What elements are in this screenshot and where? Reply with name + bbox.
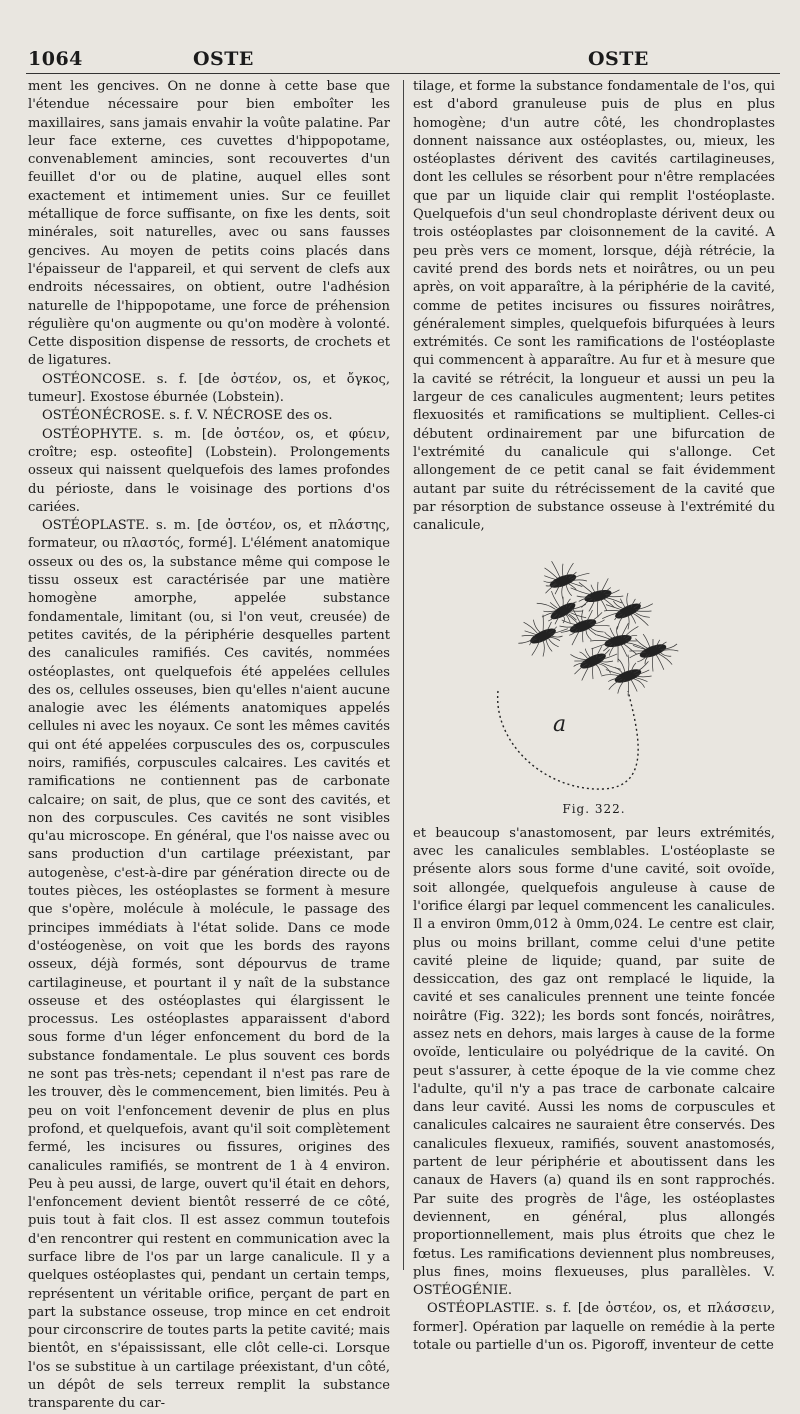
entry-osteoplaste: OSTÉOPLASTE. s. m. [de ὀστέον, os, et πλάστης, formateur, ou πλαστός, formé]. L'élément anatomique osseux ou des os, la substance même qui compose le tissu osseux est caractérisée par une matière homogène amorphe, appelée substance fondamentale, limitant (ou, si l'on veut, creusée) de petites cavités, de la périphérie desquelles partent des canalicules ramifiés. Ces cavités, nommées ostéoplastes, ont quelquefois été appelées cellules des os, cellules osseuses, bien qu'elles n'aient aucune analogie avec les éléments anatomiques appelés cellules ni avec les noyaux. Ce sont les mêmes cavités qui ont été appelées corpuscules des os, corpuscules noirs, ramifiés, corpuscules calcaires. Les cavités et ramifications ne contiennent pas de carbonate calcaire; on sait, de plus, que ce sont des cavités, et non des corpuscules. Ces cavités ne sont visibles qu'au microscope. En général, que l'os naisse avec ou sans production d'un cartilage préexistant, par autogenèse, c'est-à-dire par génération directe ou de toutes pièces, les ostéoplastes se forment à mesure que s'opère, molécule à molécule, le passage des principes immédiats à l'état solide. Dans ce mode d'ostéogenèse, on voit que les bords des rayons osseux, déjà formés, sont dépourvus de trame cartilagineuse, et pourtant il y naît de la substance osseuse et des ostéoplastes qui élargissent le processus. Les ostéoplastes apparaissent d'abord sous forme d'un léger enfoncement du bord de la substance fondamentale. Le plus souvent ces bords ne sont pas très-nets; cependant il n'est pas rare de les trouver, dès le commencement, bien limités. Peu à peu on voit l'enfoncement devenir de plus en plus profond, et quelquefois, avant qu'il soit complètement fermé, les incisures ou fissures, origines des canalicules ramifiés, se montrent de 1 à 4 environ. Peu à peu aussi, de large, ouvert qu'il était en dehors, l'enfoncement devient bientôt resserré de ce côté, puis tout à fait clos. Il est assez commun toutefois d'en rencontrer qui restent en communication avec la surface libre de l'os par un large canalicule. Il y a quelques ostéoplastes qui, pendant un certain temps, représentent un véritable orifice, perçant de part en part la substance osseuse, trop mince en cet endroit pour circonscrire de toutes parts la petite cavité; mais bientôt, en s'épaississant, elle clôt celle-ci. Lorsque l'os se substitue à un cartilage préexistant, d'un côté, un dépôt de sels terreux remplit la substance transparente du car- [28, 518, 390, 1412]
figure-label: a [553, 712, 567, 738]
paragraph-continued: ment les gencives. On ne donne à cette base que l'étendue nécessaire pour bien emboîter les maxillaires, sans jamais envahir la voûte palatine. Par leur face externe, ces cuvettes d'hippopotame, convenablement amincies, sont recouvertes d'un feuillet d'or ou de platine, auquel elles sont exactement et intimement unies. Sur ce feuillet métallique de force suffisante, on fixe les dents, soit minérales, soit naturelles, avec ou sans fausses gencives. Au moyen de petits coins placés dans l'épaisseur de l'appareil, et qui servent de clefs aux endroits nécessaires, on obtient, outre l'adhésion naturelle de l'hippopotame, une force de préhension régulière qu'on augmente ou qu'on modère à volonté. Cette disposition dispense de ressorts, de crochets et de ligatures. [28, 79, 390, 369]
entry-osteoplastie: OSTÉOPLASTIE. s. f. [de ὀστέον, os, et πλάσσειν, former]. Opération par laquelle on remédie à la perte totale ou partielle d'un os. Pigoroff, inventeur de cette [413, 1301, 775, 1354]
column-divider [403, 80, 404, 1270]
right-column [413, 78, 775, 1355]
entry-osteoncose: OSTÉONCOSE. s. f. [de ὀστέον, os, et ὄγκος, tumeur]. Exostose éburnée (Lobstein). [28, 371, 390, 406]
entry-osteonecrose: OSTÉONÉCROSE. s. f. V. NÉCROSE des os. [42, 408, 333, 424]
left-column [28, 78, 390, 1414]
figure-caption: Fig. 322. [562, 802, 626, 817]
paragraph-right-top: tilage, et forme la substance fondamentale de l'os, qui est d'abord granuleuse puis de plus en plus homogène; d'un autre côté, les chondroplastes donnent naissance aux ostéoplastes, ou, mieux, les ostéoplastes dérivent des cavités cartilagineuses, dont les cellules se résorbent pour n'être remplacées que par un liquide clair qui remplit l'ostéoplaste. Quelquefois d'un seul chondroplaste dérivent deux ou trois ostéoplastes par cloisonnement de la cavité. A peu près vers ce moment, lorsque, déjà rétrécie, la cavité prend des bords nets et noirâtres, ou un peu après, on voit apparaître, à la périphérie de la cavité, comme de petites incisures ou fissures noirâtres, généralement simples, quelquefois bifurquées à leurs extrémités. Ce sont les ramifications de l'ostéoplaste qui commencent à apparaître. Au fur et à mesure que la cavité se rétrécit, la longueur et aussi un peu la largeur de ces canalicules augmentent; leurs petites flexuosités et ramifications se multiplient. Celles-ci débutent ordinairement par une bifurcation de l'extrémité du canalicule qui s'allonge. Cet allongement de ce petit canal se fait évidemment autant par suite du rétrécissement de la cavité que par résorption de substance osseuse à l'extrémité du canalicule, [413, 79, 775, 534]
paragraph-right-bottom: et beaucoup s'anastomosent, par leurs extrémités, avec les canalicules semblables. L'ostéoplaste se présente alors sous forme d'une cavité, soit ovoïde, soit allongée, quelquefois anguleuse à cause de l'orifice élargi par lequel commencent les canalicules. Il a environ 0mm,012 à 0mm,024. Le centre est clair, plus ou moins brillant, comme celui d'une petite cavité pleine de liquide; quand, par suite de dessiccation, des gaz ont remplacé le liquide, la cavité et ses canalicules prennent une teinte foncée noirâtre (Fig. 322); les bords sont foncés, noirâtres, assez nets en dehors, mais larges à cause de la forme ovoïde, lenticulaire ou polyédrique de la cavité. On peut s'assurer, à cette époque de la vie comme chez l'adulte, qu'il n'y a pas trace de carbonate calcaire dans leur cavité. Aussi les noms de corpuscules et canalicules calcaires ne sauraient être conservés. Des canalicules flexueux, ramifiés, souvent anastomosés, partent de leur périphérie et aboutissent dans les canaux de Havers (a) quand ils en sont rapprochés. Par suite des progrès de l'âge, les ostéoplastes deviennent, en général, plus allongés proportionnellement, mais plus étroits que chez le fœtus. Les ramifications deviennent plus nombreuses, plus fines, moins flexueuses, plus parallèles. V. OSTÉOGÉNIE. [413, 825, 775, 1299]
running-head-left: OSTE [193, 48, 254, 70]
page-number: 1064 [28, 48, 83, 70]
osteoplast-cells [518, 562, 678, 696]
osteoplast-illustration [413, 541, 775, 806]
havers-canal [498, 691, 639, 789]
header-rule [26, 73, 780, 74]
figure-322 [413, 541, 775, 806]
page-header [28, 48, 780, 74]
running-head-right: OSTE [588, 48, 649, 70]
entry-osteophyte: OSTÉOPHYTE. s. m. [de ὀστέον, os, et φύειν, croître; esp. osteofite] (Lobstein). Prolongements osseux qui naissent quelquefois des lames profondes du périoste, dans le voisinage des portions d'os cariées. [28, 426, 390, 515]
